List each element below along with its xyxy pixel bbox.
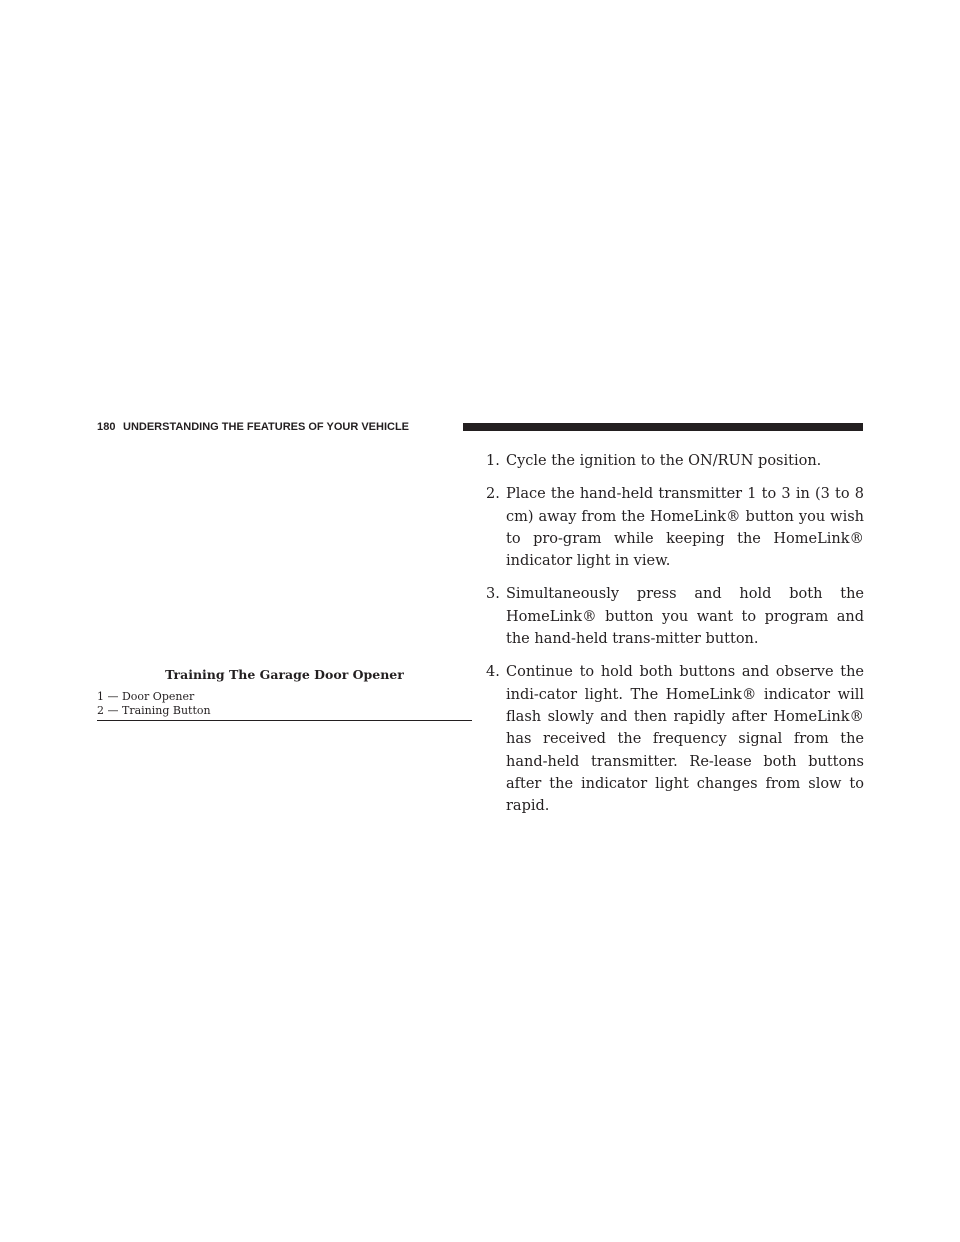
figure-title: Training The Garage Door Opener (165, 667, 404, 682)
step-item (486, 583, 864, 650)
step-text: Cycle the ignition to the ON/RUN position. (506, 453, 822, 469)
step-text: Continue to hold both buttons and observe the indi-cator light. The HomeLink® indicator will flash slowly and then rapidly after HomeLink® has received the frequency signal from the hand-held transmitter. Re-lease both buttons after the indicator light changes from slow to rapid. (506, 664, 864, 815)
header-rule (463, 423, 863, 431)
step-text: Place the hand-held transmitter 1 to 3 in (3 to 8 cm) away from the HomeLink® button you wish to pro-gram while keeping the HomeLink® indicator light in view. (506, 486, 864, 570)
step-item (486, 483, 864, 572)
section-title: UNDERSTANDING THE FEATURES OF YOUR VEHICLE (123, 421, 410, 433)
legend-item: 2 — Training Button (97, 704, 211, 717)
step-number: 4. (486, 664, 500, 681)
step-item (486, 661, 864, 817)
figure-caption (97, 666, 472, 721)
instruction-steps (486, 450, 864, 828)
step-number: 2. (486, 486, 500, 503)
legend-item: 1 — Door Opener (97, 690, 195, 703)
page-header (97, 420, 863, 434)
step-number: 1. (486, 453, 500, 469)
figure-legend (97, 690, 472, 718)
step-number: 3. (486, 586, 500, 603)
step-text: Simultaneously press and hold both the HomeLink® button you want to program and the hand-held trans-mitter button. (506, 586, 864, 648)
step-item (486, 450, 864, 472)
legend-rule (97, 720, 472, 721)
page-number: 180 (97, 421, 116, 433)
